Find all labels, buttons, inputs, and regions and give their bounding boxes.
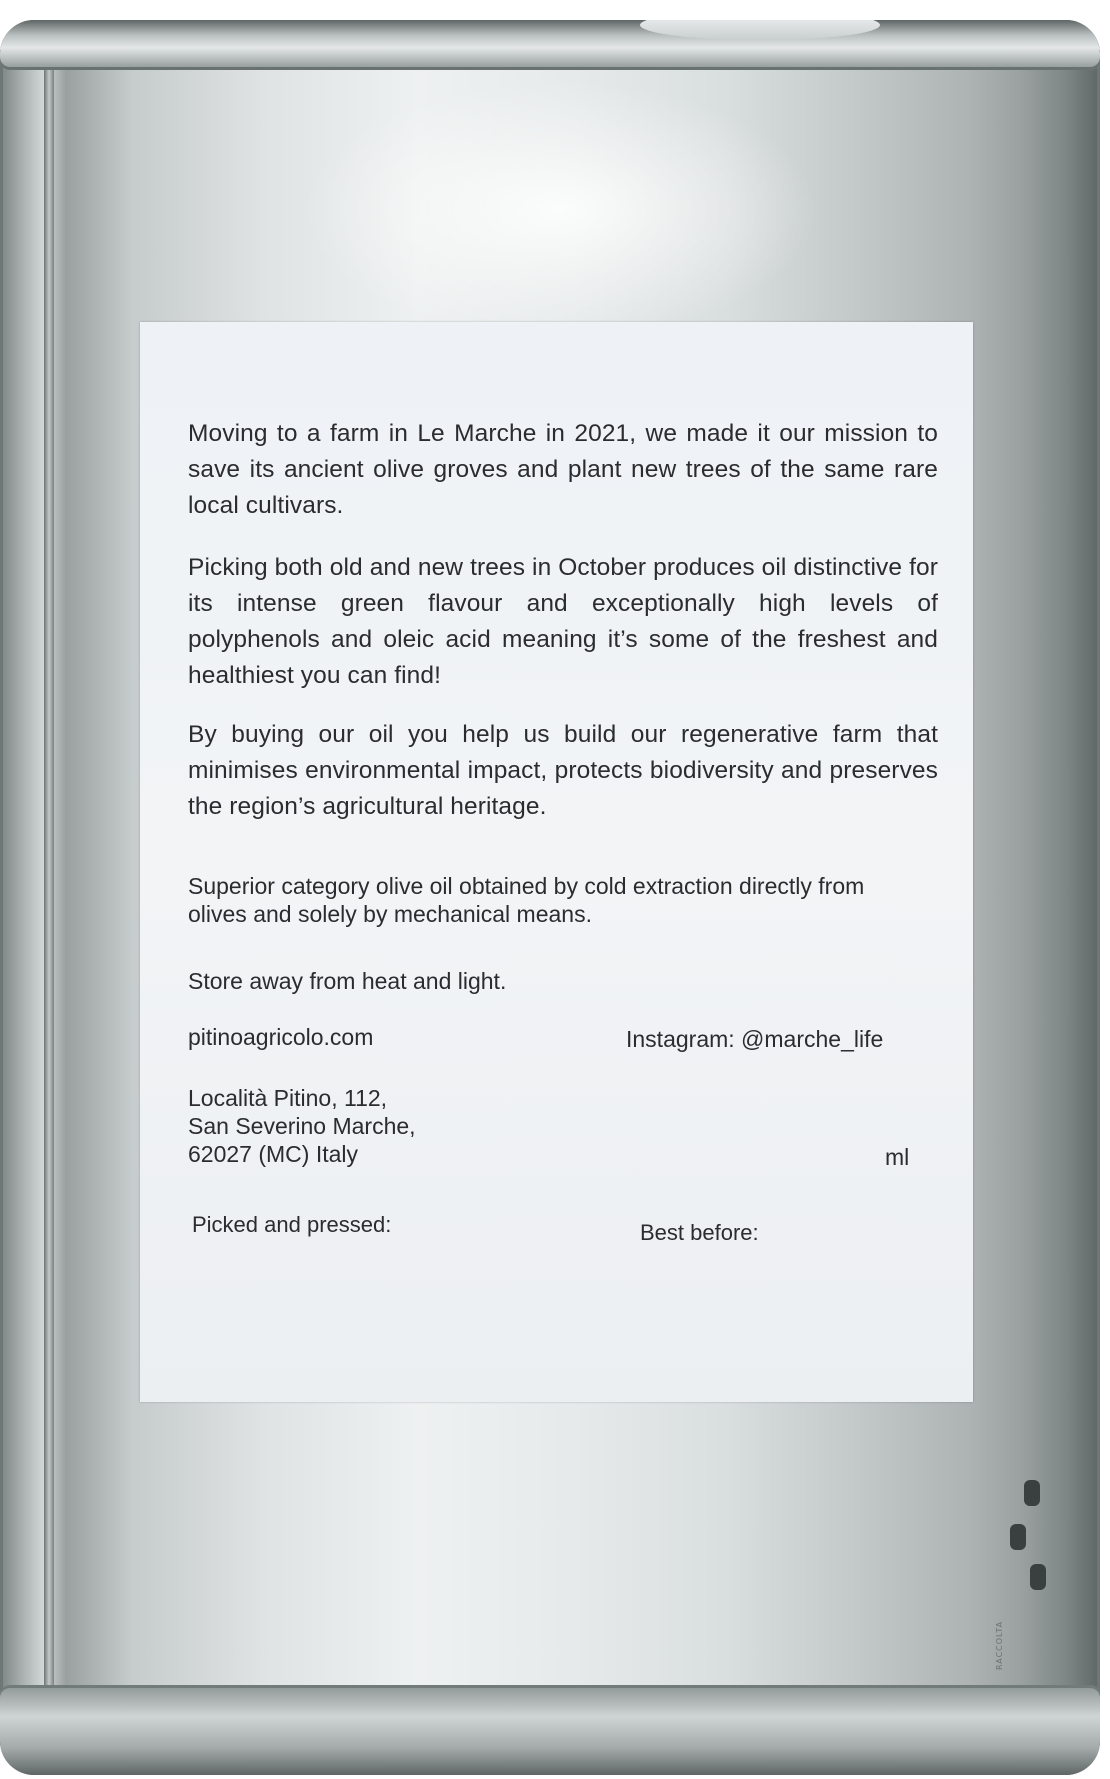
address-line: Località Pitino, 112, bbox=[188, 1085, 388, 1111]
website-text: pitinoagricolo.com bbox=[188, 1024, 374, 1050]
address-block bbox=[188, 1084, 416, 1168]
address-line: 62027 (MC) Italy bbox=[188, 1141, 359, 1167]
story-paragraph-1: Moving to a farm in Le Marche in 2021, we made it our mission to save its ancient olive groves and plant new trees of the same rare local cultivars. bbox=[188, 420, 938, 519]
category-note: Superior category olive oil obtained by cold extraction directly from olives and solely by mechanical means. bbox=[188, 873, 865, 927]
picked-pressed-label: Picked and pressed: bbox=[192, 1212, 392, 1237]
tin-seam bbox=[44, 70, 54, 1690]
story-paragraph-2: Picking both old and new trees in October produces oil distinctive for its intense green flavour and exceptionally high levels of polyphenols and oleic acid meaning it’s some of the freshest and healthiest you can find! bbox=[188, 554, 938, 689]
story-paragraph-3: By buying our oil you help us build our regenerative farm that minimises environmental impact, protects biodiversity and preserves the region’s agricultural heritage. bbox=[188, 721, 938, 820]
recycle-text: RACCOLTA bbox=[995, 1620, 1004, 1670]
address-line: San Severino Marche, bbox=[188, 1113, 416, 1139]
best-before-label: Best before: bbox=[640, 1220, 759, 1245]
tin-reflection bbox=[300, 80, 820, 340]
recycle-icon bbox=[1010, 1480, 1050, 1600]
instagram-handle: Instagram: @marche_life bbox=[626, 1026, 884, 1052]
tin-bottom-rim bbox=[0, 1685, 1100, 1775]
volume-unit: ml bbox=[885, 1144, 910, 1170]
storage-note: Store away from heat and light. bbox=[188, 968, 507, 994]
tin-top-rim bbox=[0, 20, 1100, 70]
product-label bbox=[140, 322, 973, 1402]
